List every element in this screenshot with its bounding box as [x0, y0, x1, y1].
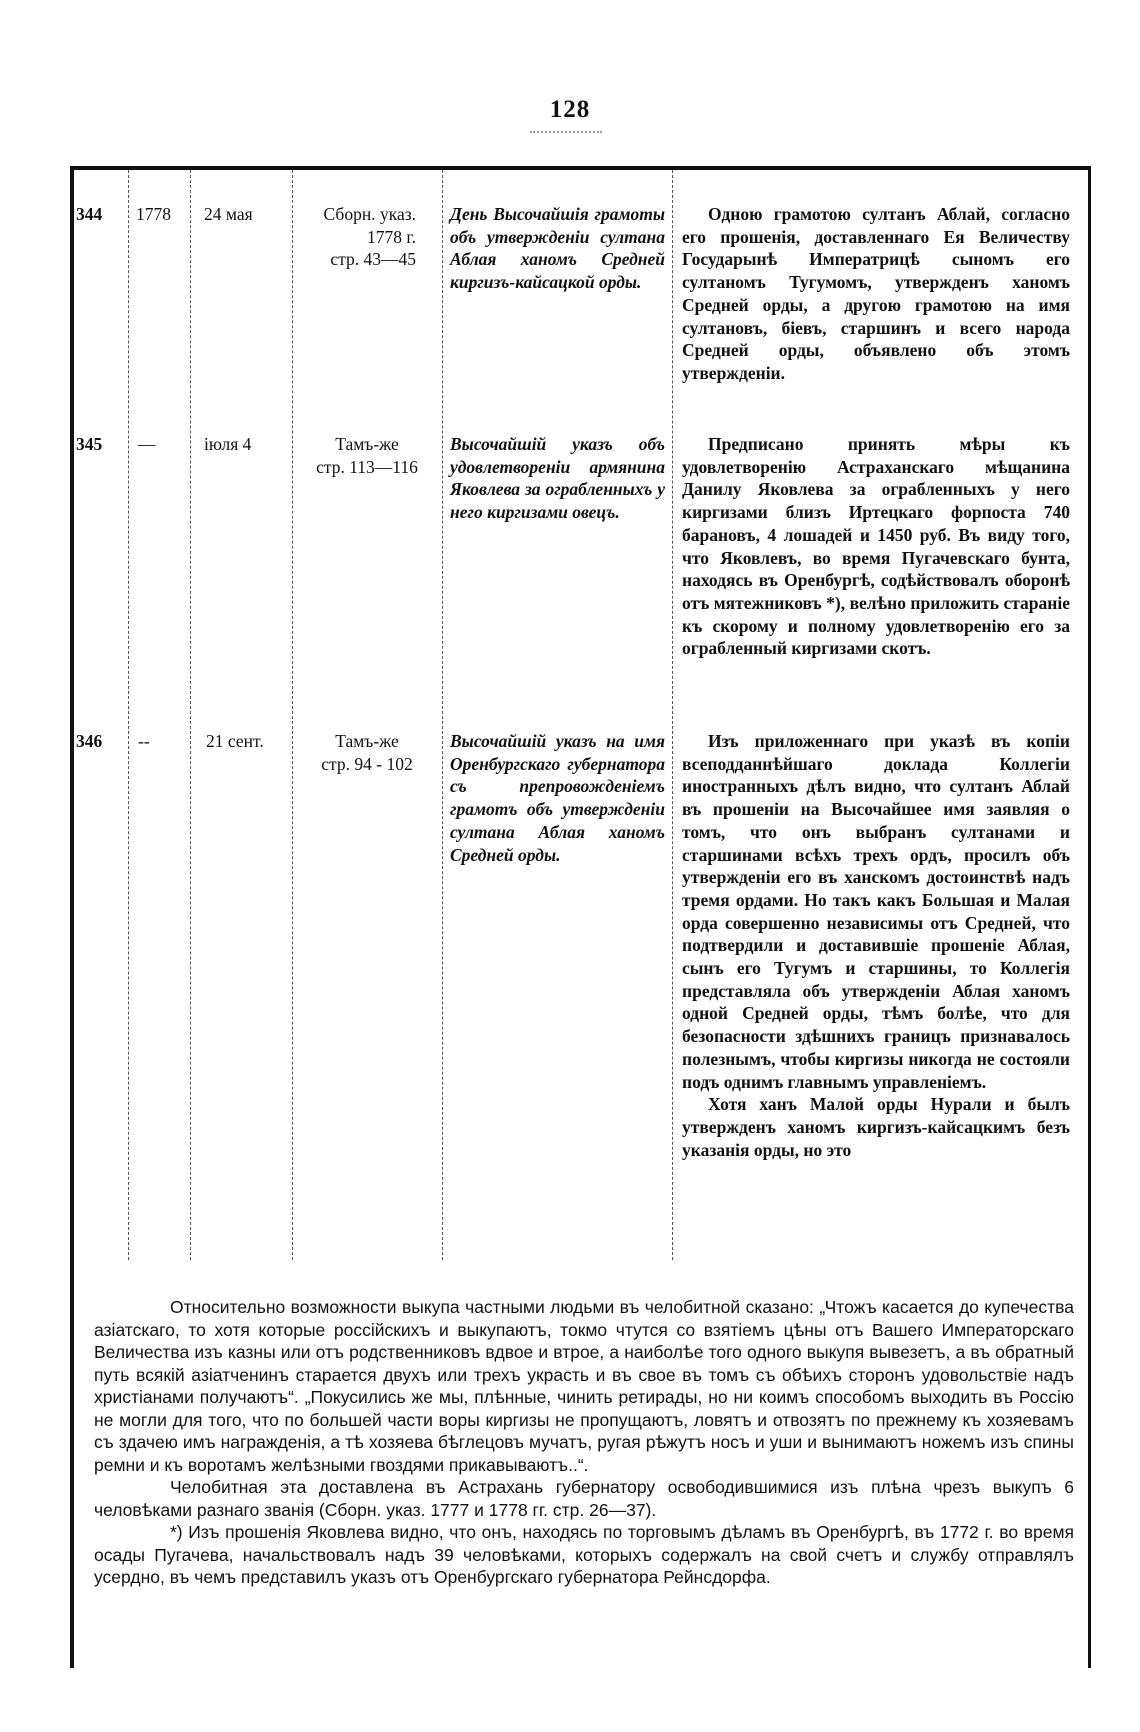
entry-content: Предписано принять мѣры къ удовлетворенію Астраханскаго мѣщанина Данилу Яковлева за ограбленныхъ у него киргизами близъ Иртецкаго форпоста 740 барановъ, 4 лошадей и 1450 руб. Въ виду того, что Яковлевъ, во время Пугачевскаго бунта, находясь въ Оренбургѣ, содѣйствовалъ оборонѣ отъ мятежниковъ *), велѣно приложить стараніе къ скорому и полному удовлетворенію его за ограбленный киргизами скотъ. — [682, 434, 1070, 659]
entry-year: 1778 — [136, 204, 171, 224]
entry-content: Изъ приложеннаго при указѣ въ копіи всеподданнѣйшаго доклада Коллегіи иностранныхъ дѣлъ видно, что султанъ Аблай въ прошеніи на Высочайшее имя заявляя о томъ, что онъ выбранъ султанами и старшинами всѣхъ трехъ ордъ, просилъ объ утвержденіи его въ ханскомъ достоинствѣ надъ тремя ордами. Но такъ какъ Большая и Малая орда совершенно независимы отъ Средней, что подтвердили и доставившіе прошеніе Аблая, сынъ его Тугумъ и старшины, то Коллегія представляла объ утвержденіи Аблая ханомъ одной Средней орды, тѣмъ болѣе, что для безопасности здѣшнихъ границъ признавалось полезнымъ, чтобы киргизы никогда не состояли подъ однимъ главнымъ управленіемъ. Хотя ханъ Малой орды Нурали и былъ утвержденъ ханомъ киргизъ-кайсацкимъ безъ указанія орды, но это — [682, 731, 1070, 1160]
entry-date: 24 мая — [204, 204, 253, 224]
entry-number: 344 — [76, 204, 103, 224]
source-line: стр. 113—116 — [316, 456, 418, 477]
entry-title: День Высочайшія грамоты объ утвержденіи султана Аблая ханомъ Средней киргизъ-кайсацкой орды. — [450, 204, 665, 293]
column-divider — [442, 170, 443, 1260]
entry-year: -- — [138, 731, 150, 751]
entry-date: 21 сент. — [206, 731, 264, 751]
page-number-underline — [530, 131, 602, 133]
entry-title: Высочайшій указъ объ удовлетвореніи армянина Яковлева за ограбленныхъ у него киргизами овецъ. — [450, 434, 665, 523]
prose-block — [94, 1296, 1074, 1589]
column-divider — [190, 170, 191, 1260]
entry-source — [296, 433, 438, 478]
source-line: Тамъ-же — [335, 434, 399, 454]
source-line: стр. 43—45 — [330, 249, 416, 270]
prose-paragraph: Челобитная эта доставлена въ Астрахань губернатору освободившимися изъ плѣна чрезъ выкупъ 6 человѣками разнаго званія (Сборн. указ. 1777 и 1778 гг. стр. 26—37). — [94, 1477, 1074, 1520]
entry-date: іюля 4 — [204, 434, 252, 454]
prose-paragraph: Относительно возможности выкупа частными людьми въ челобитной сказано: „Чтожъ касается до купечества азіатскаго, то хотя которые россійскихъ и выкупаютъ, токмо чтутся со взятіемъ цѣны отъ Вашего Императорскаго Величества изъ казны или отъ родственниковъ вдвое и втрое, а наиболѣе того одного выкупя вывезетъ, а въ обратный путь всякій азіатченинъ старается двухъ или трехъ украсть и въ свое въ томъ съ обѣихъ сторонъ удовольствіе надъ христіанами получаютъ“. „Покусились же мы, плѣнные, чинить ретирады, но ни коимъ способомъ выходить въ Россію не могли для того, что по большей части воры киргизы не пропущаютъ, ловятъ и отвозятъ по прежнему къ хозяевамъ съ здачею имъ награжденія, а тѣ хозяева бѣглецовъ мучатъ, ругая рѣжутъ носъ и уши и вынимаютъ ножемъ изъ спины ремни и къ воротамъ желѣзными гвоздями прикавываютъ..“. — [94, 1297, 1074, 1475]
entry-source — [296, 203, 416, 271]
entry-number: 346 — [76, 731, 103, 751]
entry-content: Одною грамотою султанъ Аблай, согласно его прошенія, доставленнаго Ея Величеству Государынѣ Императрицѣ сыномъ его султаномъ Тугумомъ, утвержденъ ханомъ Средней орды, а другою грамотою на имя султановъ, біевъ, старшинъ и всего народа Средней орды, объявлено объ этомъ утвержденіи. — [682, 204, 1070, 383]
source-line: Тамъ-же — [335, 731, 399, 751]
source-line: 1778 г. — [367, 226, 416, 247]
column-divider — [292, 170, 293, 1260]
entry-title: Высочайшій указъ на имя Оренбургскаго губернатора съ препровожденіемъ грамотъ объ утвержденіи султана Аблая ханомъ Средней орды. — [450, 731, 665, 865]
entry-source — [296, 730, 438, 775]
entry-year: — — [138, 434, 156, 454]
column-divider — [672, 170, 673, 1260]
source-line: стр. 94 - 102 — [321, 753, 413, 774]
source-line: Сборн. указ. — [323, 204, 416, 224]
entry-number: 345 — [76, 434, 103, 454]
page-number: 128 — [549, 96, 591, 123]
footnote: *) Изъ прошенія Яковлева видно, что онъ, находясь по торговымъ дѣламъ въ Оренбургѣ, въ 1772 г. во время осады Пугачева, начальствовалъ надъ 39 человѣками, которыхъ содержалъ на свой счетъ и службу отправлялъ усердно, въ чемъ представилъ указъ отъ Оренбургскаго губернатора Рейнсдорфа. — [94, 1522, 1074, 1587]
column-divider — [128, 170, 129, 1260]
